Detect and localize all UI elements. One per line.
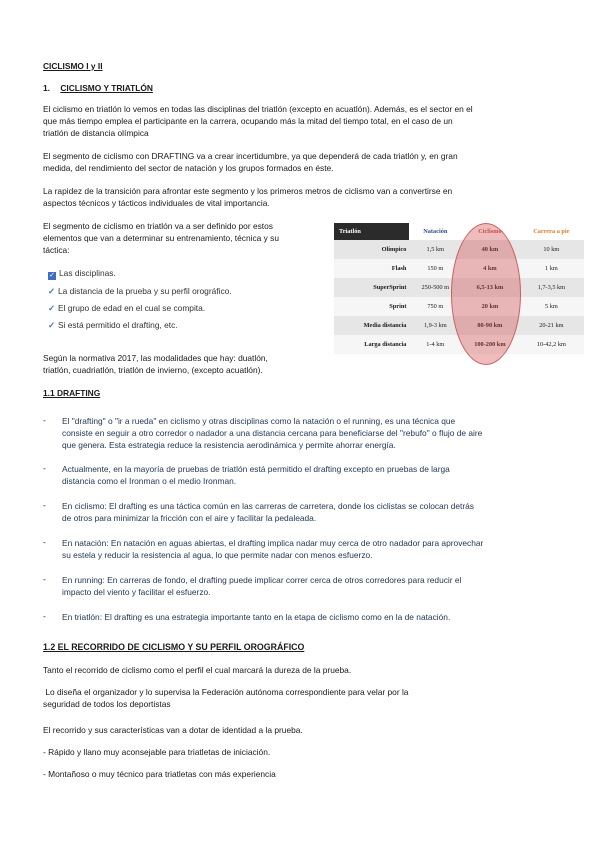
- text-line: Según la normativa 2017, las modalidades que hay: duatlón,: [43, 353, 268, 363]
- table-cell: 40 km: [461, 240, 519, 259]
- bullet-drafting-definition: [62, 415, 482, 452]
- dash-bullet: -: [43, 415, 46, 425]
- dash-bullet: -: [43, 574, 46, 584]
- text-line: seguridad de todos los deportistas: [43, 699, 171, 710]
- bullet-drafting-running: [62, 574, 461, 598]
- paragraph-modalities: [43, 352, 268, 376]
- text-line: medida, del rendimiento del sector de natación y los grupos formados en éste.: [43, 163, 334, 174]
- text-line: impacto del viento y facilitar el esfuerzo.: [62, 587, 211, 598]
- table-header-row: [334, 223, 584, 240]
- dash-bullet: -: [43, 500, 46, 510]
- table-cell: SuperSprint: [334, 278, 409, 297]
- text-line: que más tiempo emplea el participante en la carrera, ocupando más la mitad del tiempo total, en el caso de un: [43, 116, 453, 127]
- table-cell: 5 km: [519, 297, 584, 316]
- bullet-drafting-cycling: [62, 500, 474, 524]
- table-row: [334, 335, 584, 354]
- table-cell: 150 m: [409, 259, 461, 278]
- check-label: Las disciplinas.: [59, 268, 116, 278]
- header-swim: Natación: [423, 228, 448, 235]
- text-line: Actualmente, en la mayoría de pruebas de triatlón está permitido el drafting excepto en pruebas de larga: [62, 464, 450, 474]
- text-line: táctica:: [43, 245, 70, 256]
- paragraph-transition: [43, 185, 452, 209]
- bullet-drafting-triathlon: [62, 611, 450, 623]
- paragraph-drafting-intro: [43, 150, 458, 174]
- dash-bullet: -: [43, 537, 46, 547]
- table-cell: Olímpico: [334, 240, 409, 259]
- table-cell: 6,5-13 km: [461, 278, 519, 297]
- paragraph-intro: [43, 103, 473, 140]
- table-row: [334, 297, 584, 316]
- table-cell: 10 km: [519, 240, 584, 259]
- triathlon-distances-table: [334, 223, 584, 354]
- dash-bullet: -: [43, 463, 46, 473]
- check-icon: ✓: [48, 320, 56, 330]
- paragraph-segment: [43, 220, 328, 257]
- table-cell: 20 km: [461, 297, 519, 316]
- table-cell: Media distancia: [334, 316, 409, 335]
- text-line: su estela y reducir la resistencia al agua, lo que permite nadar con menos esfuerzo.: [62, 550, 373, 561]
- check-item: [48, 303, 205, 313]
- text-line: de otros para minimizar la fricción con el aire y facilitar la pedaleada.: [62, 513, 317, 524]
- header-run: Carrera a pie: [533, 228, 570, 235]
- table-cell: Larga distancia: [334, 335, 409, 354]
- text-line: El segmento de ciclismo en triatlón va a ser definido por estos: [43, 221, 273, 231]
- text-line: En natación: En natación en aguas abiertas, el drafting implica nadar muy cerca de otro nadador para aprovechar: [62, 538, 484, 548]
- table-row: [334, 240, 584, 259]
- text-line: distancia como el Ironman o el medio Ironman.: [62, 476, 237, 487]
- paragraph-flat: - Rápido y llano muy aconsejable para triatletas de iniciación.: [43, 747, 271, 757]
- text-line: En running: En carreras de fondo, el drafting puede implicar correr cerca de otros corredores para reducir el: [62, 575, 462, 585]
- table-cell: 10-42,2 km: [519, 335, 584, 354]
- check-label: La distancia de la prueba y su perfil orográfico.: [58, 286, 232, 296]
- text-line: triatlón, cuadriatlón, triatlón de invierno, (excepto acuatlón).: [43, 365, 263, 376]
- table-cell: 1 km: [519, 259, 584, 278]
- table-cell: 1,7-3,5 km: [519, 278, 584, 297]
- text-line: aspectos técnicos y tácticos individuales de vital importancia.: [43, 198, 270, 209]
- check-item: [48, 268, 116, 280]
- table-cell: 1,9-3 km: [409, 316, 461, 335]
- check-icon: ✓: [48, 286, 56, 296]
- table-cell: 250-500 m: [409, 278, 461, 297]
- dash-bullet: -: [43, 611, 46, 621]
- table-cell: Flash: [334, 259, 409, 278]
- bullet-drafting-swimming: [62, 537, 483, 561]
- check-label: El grupo de edad en el cual se compita.: [58, 303, 206, 313]
- paragraph-route: Tanto el recorrido de ciclismo como el perfil el cual marcará la dureza de la prueba.: [43, 665, 352, 675]
- check-icon: ✓: [48, 303, 56, 313]
- table-cell: 4 km: [461, 259, 519, 278]
- section-1-heading: [43, 82, 153, 94]
- paragraph-identity: El recorrido y sus características van a dotar de identidad a la prueba.: [43, 725, 303, 735]
- table-row: [334, 259, 584, 278]
- section-1-title: CICLISMO Y TRIATLÓN: [60, 83, 153, 93]
- check-item: [48, 320, 178, 330]
- text-line: consiste en seguir a otro corredor o nadador a una distancia cercana para beneficiarse del "rebufo" o flujo de aire: [62, 428, 483, 439]
- text-line: Lo diseña el organizador y lo supervisa la Federación autónoma correspondiente para velar por la: [43, 687, 409, 697]
- header-triathlon: Triatlón: [334, 223, 409, 240]
- table-cell: 750 m: [409, 297, 461, 316]
- text-line: En ciclismo: El drafting es una táctica común en las carreras de carretera, donde los ciclistas se colocan detrás: [62, 501, 474, 511]
- text-line: El segmento de ciclismo con DRAFTING va a crear incertidumbre, ya que dependerá de cada triatlón y, en gran: [43, 151, 458, 161]
- paragraph-mountain: - Montañoso o muy técnico para triatletas con más experiencia: [43, 769, 276, 779]
- document-title: CICLISMO I y II: [43, 61, 103, 71]
- table-cell: Sprint: [334, 297, 409, 316]
- table-cell: 100-200 km: [461, 335, 519, 354]
- text-line: elementos que van a determinar su entrenamiento, técnica y su: [43, 233, 280, 244]
- bullet-drafting-permitted: [62, 463, 450, 487]
- table-cell: 20-21 km: [519, 316, 584, 335]
- header-cycling: Ciclismo: [478, 228, 502, 235]
- text-line: que genera. Esta estrategia reduce la resistencia aerodinámica y permite ahorrar energía.: [62, 440, 396, 451]
- paragraph-organizer: [43, 686, 408, 710]
- check-item: [48, 286, 232, 296]
- text-line: La rapidez de la transición para afrontar este segmento y los primeros metros de ciclismo van a convertirse en: [43, 186, 453, 196]
- table-cell: 1,5 km: [409, 240, 461, 259]
- text-line: El ciclismo en triatlón lo vemos en todas las disciplinas del triatlón (excepto en acuatlón). Además, es el sector en el: [43, 104, 473, 114]
- section-1-1-heading: 1.1 DRAFTING: [43, 388, 101, 398]
- table-row: [334, 316, 584, 335]
- check-label: Si está permitido el drafting, etc.: [58, 320, 178, 330]
- table-row: [334, 278, 584, 297]
- text-line: En triatlón: El drafting es una estrategia importante tanto en la etapa de ciclismo como en la de natación.: [62, 612, 451, 622]
- section-1-2-heading: 1.2 EL RECORRIDO DE CICLISMO Y SU PERFIL OROGRÁFICO: [43, 642, 305, 652]
- checked-box-icon: ✓: [49, 272, 55, 279]
- text-line: triatlón de distancia olímpica: [43, 128, 149, 139]
- table-cell: 1-4 km: [409, 335, 461, 354]
- table-cell: 80-90 km: [461, 316, 519, 335]
- section-1-number: 1.: [43, 83, 50, 93]
- text-line: El "drafting" o "ir a rueda" en ciclismo y otras disciplinas como la natación o el running, es una técnica que: [62, 416, 456, 426]
